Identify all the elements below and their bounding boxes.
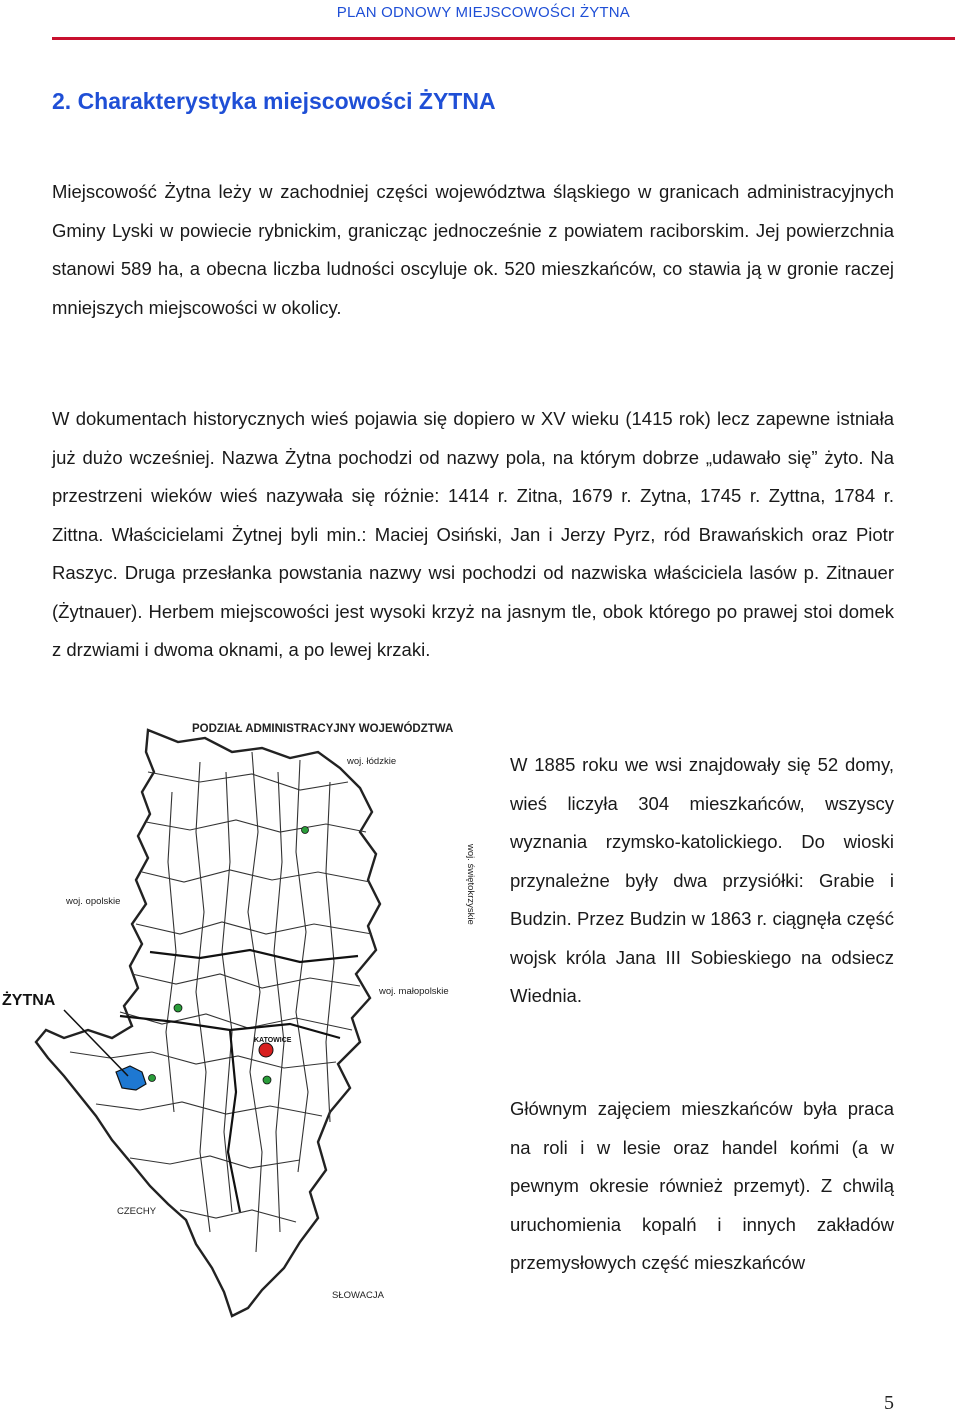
seat-marker <box>263 1076 271 1084</box>
header-divider <box>52 37 955 40</box>
seat-marker <box>149 1075 156 1082</box>
label-zytna: ŻYTNA <box>2 992 56 1009</box>
label-lodzkie: woj. łódzkie <box>347 756 397 767</box>
label-katowice: KATOWICE <box>254 1037 292 1044</box>
map-title: PODZIAŁ ADMINISTRACYJNY WOJEWÓDZTWA <box>192 723 454 735</box>
paragraph-occupation: Głównym zajęciem mieszkańców była praca na roli i w lesie oraz handel końmi (a w pewnym okresie również przemyt). Z chwilą uruchomienia kopalń i innych zakładów przemysłowych część mieszkańców <box>510 1098 894 1273</box>
label-malopolskie: woj. małopolskie <box>379 986 449 997</box>
label-slowacja: SŁOWACJA <box>332 1290 384 1301</box>
administrative-map <box>0 712 500 1332</box>
running-header: PLAN ODNOWY MIEJSCOWOŚCI ŻYTNA <box>336 4 630 21</box>
seat-marker <box>302 827 309 834</box>
section-title: 2. Charakterystyka miejscowości ŻYTNA <box>52 88 496 114</box>
page-number: 5 <box>884 1392 894 1414</box>
label-czechy: CZECHY <box>117 1206 157 1217</box>
paragraph-1885: W 1885 roku we wsi znajdowały się 52 domy, wieś liczyła 304 mieszkańców, wszyscy wyznania rzymsko-katolickiego. Do wioski przynależne były dwa przysiółki: Grabie i Budzin. Przez Budzin w 1863 r. ciągnęła część wojsk króla Jana III Sobieskiego na odsiecz Wiednia. <box>510 754 894 1006</box>
paragraph-location: Miejscowość Żytna leży w zachodniej części województwa śląskiego w granicach administracyjnych Gminy Lyski w powiecie rybnickim, granicząc jednocześnie z powiatem raciborskim. Jej powierzchnia stanowi 589 ha, a obecna liczba ludności oscyluje ok. 520 mieszkańców, co stawia ją w gronie raczej mniejszych miejscowości w okolicy. <box>52 181 894 318</box>
paragraph-history: W dokumentach historycznych wieś pojawia się dopiero w XV wieku (1415 rok) lecz zapewne istniała już dużo wcześniej. Nazwa Żytna pochodzi od nazwy pola, na którym dobrze „udawało się” żyto. Na przestrzeni wieków wieś nazywała się różnie: 1414 r. Zitna, 1679 r. Zytna, 1745 r. Zyttna, 1784 r. Zittna. Właścicielami Żytnej byli min.: Maciej Osiński, Jan i Jerzy Pyrz, ród Brawańskich oraz Piotr Raszyc. Druga przesłanka powstania nazwy wsi pochodzi od nazwiska właściciela lasów p. Zitnauer (Żytnauer). Herbem miejscowości jest wysoki krzyż na jasnym tle, obok którego po prawej stoi domek z drzwiami i dwoma oknami, a po lewej krzaki. <box>52 408 894 660</box>
seat-marker <box>174 1004 182 1012</box>
label-opolskie: woj. opolskie <box>66 896 121 907</box>
label-swietokrzyskie: woj. świętokrzyskie <box>465 844 476 925</box>
katowice-marker <box>259 1043 273 1057</box>
